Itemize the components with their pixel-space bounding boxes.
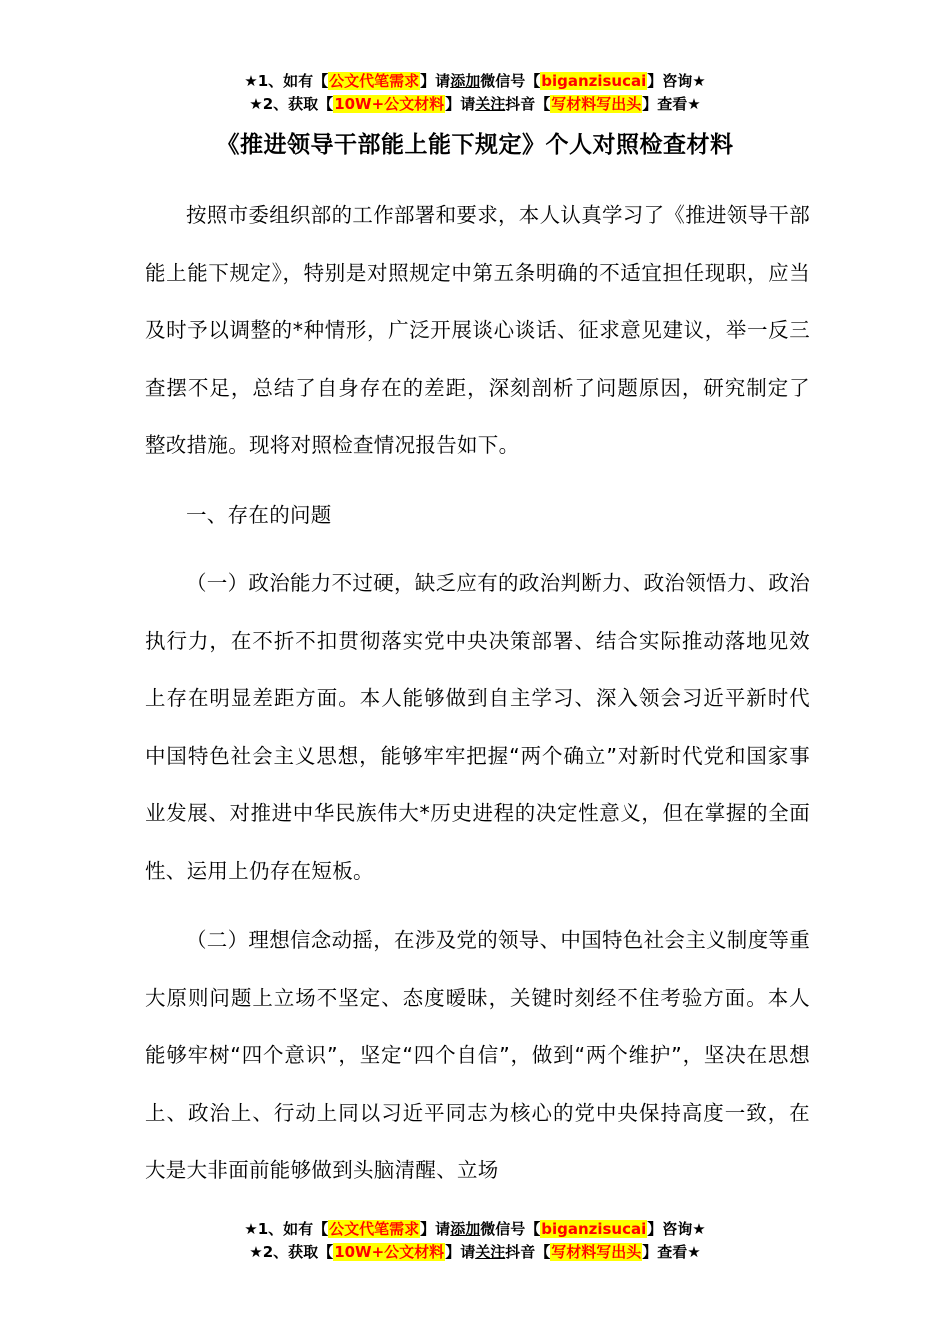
item-1-paragraph: （一）政治能力不过硬，缺乏应有的政治判断力、政治领悟力、政治执行力，在不折不扣贯彻落实党中央决策部署、结合实际推动落地见效上存在明显差距方面。本人能够做到自主学习、深入领会习近平新时代中国特色社会主义思想，能够牢牢把握“两个确立”对新时代党和国家事业发展、对推进中华民族伟大*历史进程的决定性意义，但在掌握的全面性、运用上仍存在短板。 — [145, 571, 810, 883]
ad-underline: 添加 — [450, 1220, 481, 1238]
ad-text: 】查看★ — [642, 1243, 701, 1261]
top-ad-banner — [0, 70, 950, 116]
ad-text: ★2、获取【 — [249, 1243, 334, 1261]
ad-underline: 关注 — [475, 1243, 506, 1261]
ad-underline: 添加 — [450, 72, 481, 90]
ad-text: 抖音【 — [505, 95, 551, 113]
ad-text: ★1、如有【 — [244, 1220, 329, 1238]
ad-highlight: 公文代笔需求 — [329, 72, 420, 90]
document-title: 《推进领导干部能上能下规定》个人对照检查材料 — [216, 132, 734, 158]
ad-text: 】请 — [420, 72, 451, 90]
ad-highlight: 公文代笔需求 — [329, 1220, 420, 1238]
ad-highlight: 写材料写出头 — [551, 1243, 642, 1261]
ad-text: 微信号【 — [480, 1220, 541, 1238]
ad-highlight: biganzisucai — [541, 72, 647, 90]
intro-paragraph-block — [145, 187, 810, 475]
ad-highlight: 10W+公文材料 — [334, 95, 445, 113]
ad-line-1 — [0, 70, 950, 93]
ad-text: ★1、如有【 — [244, 72, 329, 90]
bottom-ad-banner — [0, 1218, 950, 1264]
ad-text: 】咨询★ — [647, 1220, 706, 1238]
ad-highlight: biganzisucai — [541, 1220, 647, 1238]
ad-line-2 — [0, 1241, 950, 1264]
item-1-block — [145, 555, 810, 900]
ad-text: ★2、获取【 — [249, 95, 334, 113]
ad-highlight: 10W+公文材料 — [334, 1243, 445, 1261]
section-heading-block — [145, 487, 810, 545]
ad-text: 】请 — [420, 1220, 451, 1238]
ad-text: 微信号【 — [480, 72, 541, 90]
item-2-paragraph: （二）理想信念动摇，在涉及党的领导、中国特色社会主义制度等重大原则问题上立场不坚定、态度暧昧，关键时刻经不住考验方面。本人能够牢树“四个意识”，坚定“四个自信”，做到“两个维护”，坚决在思想上、政治上、行动上同以习近平同志为核心的党中央保持高度一致，在大是大非面前能够做到头脑清醒、立场 — [145, 928, 810, 1182]
ad-text: 】请 — [445, 95, 476, 113]
intro-paragraph: 按照市委组织部的工作部署和要求，本人认真学习了《推进领导干部能上能下规定》，特别是对照规定中第五条明确的不适宜担任现职，应当及时予以调整的*种情形，广泛开展谈心谈话、征求意见建议，举一反三查摆不足，总结了自身存在的差距，深刻剖析了问题原因，研究制定了整改措施。现将对照检查情况报告如下。 — [145, 203, 810, 457]
ad-highlight: 写材料写出头 — [551, 95, 642, 113]
section-heading: 一、存在的问题 — [186, 503, 332, 527]
ad-text: 】请 — [445, 1243, 476, 1261]
ad-underline: 关注 — [475, 95, 506, 113]
ad-text: 】咨询★ — [647, 72, 706, 90]
ad-line-2 — [0, 93, 950, 116]
item-2-block — [145, 912, 810, 1200]
ad-line-1 — [0, 1218, 950, 1241]
ad-text: 】查看★ — [642, 95, 701, 113]
ad-text: 抖音【 — [505, 1243, 551, 1261]
